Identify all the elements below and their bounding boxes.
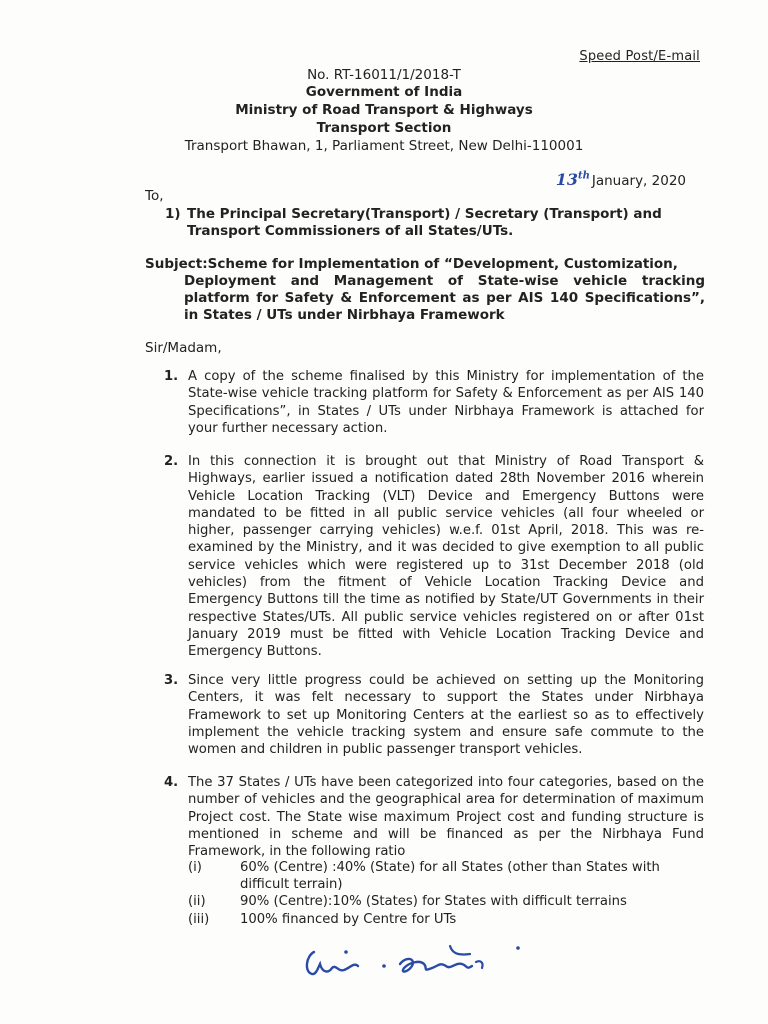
ministry-name: Ministry of Road Transport & Highways [235, 102, 533, 118]
delivery-mode: Speed Post/E-mail [579, 49, 700, 64]
paragraph-1 [164, 368, 704, 437]
letter-date [556, 170, 686, 189]
ratio-roman: (iii) [188, 912, 210, 927]
paragraph-number: 2. [164, 454, 179, 469]
paragraph-text: Since very little progress could be achieved on setting up the Monitoring Centers, it was felt necessary to support the States under Nirbhaya Framework to set up Monitoring Centers at the earliest so as to effectively implement the vehicle tracking system and ensure safe commute to the women and children in public passenger transport vehicles. [188, 673, 704, 758]
section-name: Transport Section [316, 120, 452, 136]
paragraph-text: In this connection it is brought out that Ministry of Road Transport & Highways, earlier issued a notification dated 28th November 2016 wherein Vehicle Location Tracking (VLT) Device and Emergency Buttons were mandated to be fitted in all public service vehicles (all four wheeled or higher, passenger carrying vehicles) w.e.f. 01st April, 2018. This was re-examined by the Ministry, and it was decided to give exemption to all public service vehicles which were registered up to 31st December 2018 (old vehicles) from the fitment of Vehicle Location Tracking Device and Emergency Buttons till the time as notified by State/UT Governments in their respective States/UTs. All public service vehicles registered on or after 01st January 2019 must be fitted with Vehicle Location Tracking Device and Emergency Buttons. [188, 454, 704, 660]
ratio-roman: (i) [188, 860, 202, 875]
addressee-text: The Principal Secretary(Transport) / Secretary (Transport) and Transport Commissioners of all States/UTs. [187, 206, 662, 239]
handwritten-signature [300, 938, 550, 988]
to-label: To, [145, 188, 164, 204]
paragraph-number: 1. [164, 369, 179, 384]
paragraph-3 [164, 672, 704, 758]
subject-rest: Deployment and Management of State-wise vehicle tracking platform for Safety & Enforcement as per AIS 140 Specifications”, in States / UTs under Nirbhaya Framework [184, 273, 705, 323]
handwritten-day: 13th [555, 170, 590, 189]
ratio-roman: (ii) [188, 894, 206, 909]
date-text: January, 2020 [591, 173, 686, 189]
government-name: Government of India [305, 84, 463, 100]
ratio-item-2 [188, 893, 706, 910]
subject [145, 256, 705, 324]
addressee-number: 1) [165, 206, 181, 222]
ratio-item-1 [188, 859, 706, 893]
addressee [165, 206, 705, 240]
salutation: Sir/Madam, [145, 340, 222, 356]
ratio-text: 90% (Centre):10% (States) for States with difficult terrains [240, 894, 627, 909]
ratio-text: 100% financed by Centre for UTs [240, 912, 457, 927]
paragraph-4 [164, 774, 704, 860]
subject-label: Subject: [145, 256, 208, 272]
paragraph-text: The 37 States / UTs have been categorized into four categories, based on the number of vehicles and the geographical area for determination of maximum Project cost. The State wise maximum Project cost and funding structure is mentioned in scheme and will be financed as per the Nirbhaya Fund Framework, in the following ratio [188, 775, 704, 860]
ratio-item-3 [188, 911, 706, 928]
paragraph-text: A copy of the scheme finalised by this Ministry for implementation of the State-wise vehicle tracking platform for Safety & Enforcement as per AIS 140 Specifications”, in States / UTs under Nirbhaya Framework is attached for your further necessary action. [188, 369, 704, 436]
paragraph-number: 3. [164, 673, 179, 688]
office-address: Transport Bhawan, 1, Parliament Street, New Delhi-110001 [184, 138, 584, 154]
paragraph-2 [164, 453, 704, 661]
paragraph-number: 4. [164, 775, 179, 790]
ratio-text: 60% (Centre) :40% (State) for all States (other than States with difficult terrain) [240, 860, 660, 892]
file-number: No. RT-16011/1/2018-T [307, 67, 461, 83]
subject-line1: Scheme for Implementation of “Development, Customization, [207, 256, 678, 272]
